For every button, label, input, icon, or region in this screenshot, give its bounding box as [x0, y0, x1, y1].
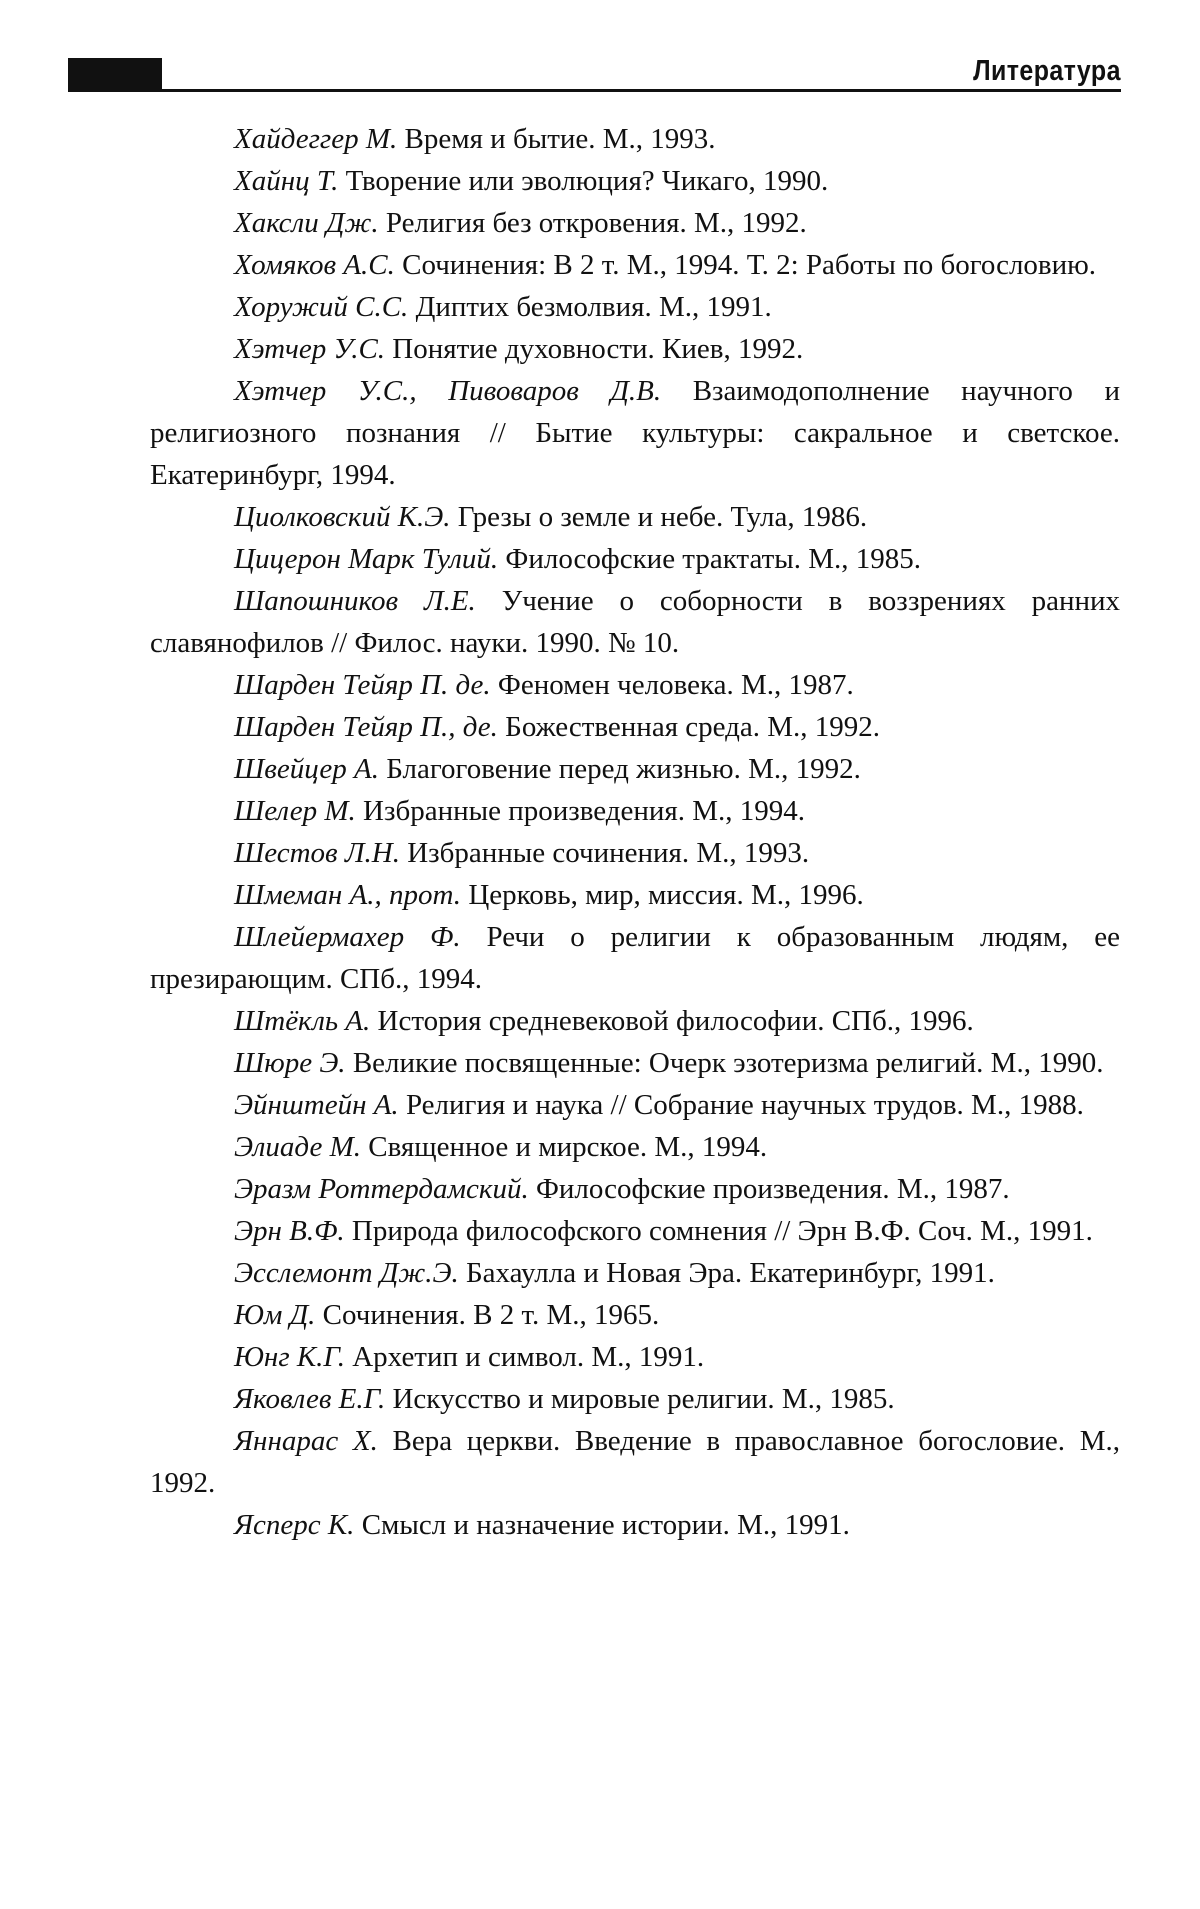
entry-author: Циолковский К.Э.	[234, 501, 451, 533]
bibliography-entry	[150, 496, 1120, 538]
entry-author: Эсслемонт Дж.Э.	[234, 1257, 459, 1289]
entry-text: Речи о религии к образованным людям, ее презирающим. СПб., 1994.	[150, 921, 1121, 995]
entry-text: Бахаулла и Новая Эра. Екатеринбург, 1991.	[466, 1257, 995, 1289]
entry-text: Церковь, мир, миссия. М., 1996.	[468, 879, 864, 911]
entry-author: Хомяков А.С.	[234, 249, 395, 281]
bibliography-entry	[150, 328, 1120, 370]
bibliography-entry	[150, 118, 1120, 160]
entry-author: Шарден Тейяр П., де.	[234, 711, 498, 743]
bibliography-list	[150, 118, 1120, 1546]
entry-author: Яковлев Е.Г.	[234, 1383, 386, 1415]
entry-author: Эйнштейн А.	[234, 1089, 399, 1121]
entry-author: Хаксли Дж.	[234, 207, 379, 239]
entry-author: Хайнц Т.	[234, 165, 339, 197]
entry-author: Эрн В.Ф.	[234, 1215, 345, 1247]
entry-text: Религия без откровения. М., 1992.	[385, 207, 807, 239]
bibliography-entry	[150, 790, 1120, 832]
entry-author: Шлейермахер Ф.	[234, 921, 461, 953]
bibliography-entry	[150, 202, 1120, 244]
entry-text: Архетип и символ. М., 1991.	[352, 1341, 705, 1373]
bibliography-entry	[150, 580, 1120, 664]
entry-text: Диптих безмолвия. М., 1991.	[415, 291, 772, 323]
entry-text: Сочинения: В 2 т. М., 1994. Т. 2: Работы по богословию.	[402, 249, 1097, 281]
bibliography-entry	[150, 1000, 1120, 1042]
bibliography-entry	[150, 664, 1120, 706]
bibliography-entry	[150, 1336, 1120, 1378]
bibliography-entry	[150, 1126, 1120, 1168]
entry-text: Феномен человека. М., 1987.	[497, 669, 854, 701]
entry-author: Швейцер А.	[234, 753, 380, 785]
bibliography-entry	[150, 1252, 1120, 1294]
bibliography-entry	[150, 916, 1120, 1000]
entry-text: Благоговение перед жизнью. М., 1992.	[386, 753, 861, 785]
entry-author: Хэтчер У.С., Пивоваров Д.В.	[234, 375, 662, 407]
entry-text: Учение о соборности в воззрениях ранних славянофилов // Филос. науки. 1990. № 10.	[150, 585, 1121, 659]
running-header	[68, 56, 1121, 96]
bibliography-entry	[150, 160, 1120, 202]
entry-text: Грезы о земле и небе. Тула, 1986.	[457, 501, 868, 533]
entry-text: Философские произведения. М., 1987.	[536, 1173, 1010, 1205]
bibliography-entry	[150, 1042, 1120, 1084]
entry-author: Юнг К.Г.	[234, 1341, 345, 1373]
entry-author: Шарден Тейяр П. де.	[234, 669, 491, 701]
bibliography-entry	[150, 706, 1120, 748]
entry-author: Шестов Л.Н.	[234, 837, 400, 869]
entry-text: Сочинения. В 2 т. М., 1965.	[322, 1299, 660, 1331]
header-black-block	[68, 58, 162, 92]
entry-author: Штёкль А.	[234, 1005, 371, 1037]
bibliography-entry	[150, 1294, 1120, 1336]
bibliography-entry	[150, 748, 1120, 790]
entry-author: Хэтчер У.С.	[234, 333, 386, 365]
bibliography-entry	[150, 1378, 1120, 1420]
bibliography-entry	[150, 874, 1120, 916]
bibliography-entry	[150, 538, 1120, 580]
entry-text: Избранные произведения. М., 1994.	[363, 795, 806, 827]
entry-author: Цицерон Марк Тулий.	[234, 543, 499, 575]
entry-author: Шмеман А., прот.	[234, 879, 462, 911]
entry-text: Философские трактаты. М., 1985.	[505, 543, 922, 575]
bibliography-entry	[150, 1210, 1120, 1252]
entry-text: Религия и наука // Собрание научных трудов. М., 1988.	[405, 1089, 1084, 1121]
entry-text: Избранные сочинения. М., 1993.	[407, 837, 810, 869]
bibliography-entry	[150, 244, 1120, 286]
entry-text: Смысл и назначение истории. М., 1991.	[361, 1509, 850, 1541]
entry-author: Хоружий С.С.	[234, 291, 409, 323]
entry-text: Искусство и мировые религии. М., 1985.	[392, 1383, 895, 1415]
entry-text: Священное и мирское. М., 1994.	[368, 1131, 768, 1163]
entry-text: Творение или эволюция? Чикаго, 1990.	[345, 165, 829, 197]
entry-author: Хайдеггер М.	[234, 123, 398, 155]
entry-text: Природа философского сомнения // Эрн В.Ф. Соч. М., 1991.	[351, 1215, 1093, 1247]
header-rule	[162, 89, 1121, 92]
entry-text: Великие посвященные: Очерк эзотеризма религий. М., 1990.	[352, 1047, 1104, 1079]
entry-author: Шелер М.	[234, 795, 356, 827]
entry-author: Яннарас Х.	[234, 1425, 378, 1457]
entry-author: Элиаде М.	[234, 1131, 361, 1163]
entry-author: Эразм Роттердамский.	[234, 1173, 529, 1205]
entry-author: Ясперс К.	[234, 1509, 355, 1541]
bibliography-entry	[150, 1168, 1120, 1210]
entry-text: Божественная среда. М., 1992.	[505, 711, 881, 743]
entry-text: История средневековой философии. СПб., 1996.	[377, 1005, 974, 1037]
entry-author: Юм Д.	[234, 1299, 316, 1331]
bibliography-entry	[150, 832, 1120, 874]
entry-author: Шапошников Л.Е.	[234, 585, 476, 617]
bibliography-entry	[150, 1420, 1120, 1504]
bibliography-entry	[150, 286, 1120, 328]
entry-text: Взаимодополнение научного и религиозного познания // Бытие культуры: сакральное и светское. Екатеринбург, 1994.	[150, 375, 1120, 491]
entry-text: Понятие духовности. Киев, 1992.	[392, 333, 804, 365]
section-title: Литература	[973, 55, 1121, 87]
bibliography-entry	[150, 1084, 1120, 1126]
entry-text: Вера церкви. Введение в православное богословие. М., 1992.	[150, 1425, 1120, 1499]
entry-author: Шюре Э.	[234, 1047, 346, 1079]
entry-text: Время и бытие. М., 1993.	[404, 123, 716, 155]
bibliography-entry	[150, 1504, 1120, 1546]
bibliography-entry	[150, 370, 1120, 496]
